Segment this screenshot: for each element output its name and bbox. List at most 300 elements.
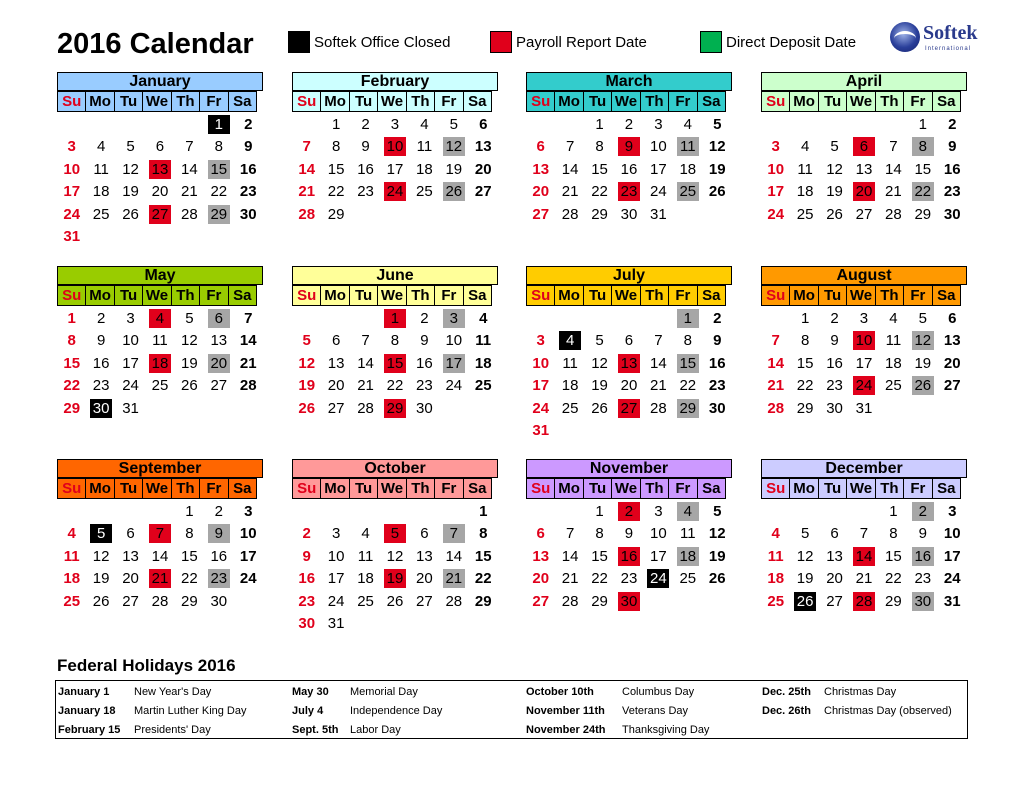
calendar-day: 23 bbox=[298, 592, 316, 610]
calendar-day: 8 bbox=[390, 332, 400, 350]
calendar-day: 4 bbox=[673, 501, 702, 523]
calendar-day: 31 bbox=[650, 205, 667, 223]
legend-payroll bbox=[490, 31, 647, 53]
calendar-day: 29 bbox=[204, 204, 233, 226]
legend-office-closed bbox=[288, 31, 450, 53]
weekday-header: Sa bbox=[697, 478, 726, 499]
calendar-day: 15 bbox=[796, 354, 814, 372]
calendar-day: 6 bbox=[126, 525, 135, 543]
calendar-day: 9 bbox=[614, 136, 643, 158]
calendar-day: 16 bbox=[357, 160, 374, 178]
weekday-header: Sa bbox=[932, 285, 961, 306]
calendar-day: 26 bbox=[708, 570, 726, 588]
calendar-day: 8 bbox=[908, 136, 937, 158]
calendar-day: 20 bbox=[122, 570, 139, 588]
calendar-day: 28 bbox=[767, 399, 785, 417]
holidays-column bbox=[292, 683, 442, 740]
calendar-day: 4 bbox=[555, 330, 584, 352]
calendar-day: 23 bbox=[416, 377, 433, 395]
calendar-day: 18 bbox=[416, 160, 433, 178]
calendar-day: 6 bbox=[849, 136, 878, 158]
calendar-day: 19 bbox=[122, 183, 139, 201]
calendar-day: 14 bbox=[561, 160, 579, 178]
calendar-day: 27 bbox=[210, 377, 228, 395]
calendar-day: 30 bbox=[908, 591, 937, 613]
calendar-day: 9 bbox=[244, 138, 253, 156]
calendar-day: 20 bbox=[151, 183, 169, 201]
calendar-day: 26 bbox=[386, 592, 404, 610]
calendar-day: 11 bbox=[767, 547, 784, 565]
month-name: May bbox=[57, 266, 263, 285]
calendar-day: 18 bbox=[63, 570, 81, 588]
calendar-day: 7 bbox=[361, 332, 370, 350]
calendar-day: 12 bbox=[298, 354, 316, 372]
calendar-day: 29 bbox=[327, 205, 345, 223]
calendar-day: 6 bbox=[204, 308, 233, 330]
weekday-header: Fr bbox=[668, 478, 697, 499]
month-name: June bbox=[292, 266, 498, 285]
calendar-day: 6 bbox=[948, 310, 957, 327]
calendar-day: 18 bbox=[145, 353, 174, 375]
holiday-name: Christmas Day bbox=[824, 686, 897, 698]
weekday-header: Mo bbox=[554, 91, 583, 112]
calendar-day: 17 bbox=[855, 354, 873, 372]
calendar-day: 14 bbox=[357, 354, 374, 372]
calendar-day: 19 bbox=[708, 160, 726, 178]
logo-name: Softek bbox=[923, 22, 978, 44]
calendar-day: 16 bbox=[298, 570, 316, 588]
calendar-day: 15 bbox=[380, 353, 409, 375]
holidays-column bbox=[58, 683, 247, 740]
calendar-day: 19 bbox=[708, 547, 726, 565]
calendar-day: 30 bbox=[826, 399, 843, 417]
calendar-day: 20 bbox=[327, 377, 345, 395]
calendar-day: 15 bbox=[327, 160, 345, 178]
calendar-day: 9 bbox=[713, 332, 722, 350]
calendar-day: 3 bbox=[536, 332, 545, 350]
calendar-day: 9 bbox=[204, 523, 233, 545]
calendar-day: 5 bbox=[595, 332, 604, 350]
calendar-day: 30 bbox=[943, 205, 961, 223]
month-february bbox=[292, 72, 498, 226]
calendar-day: 22 bbox=[474, 570, 492, 588]
calendar-day: 10 bbox=[532, 354, 550, 372]
calendar-day: 5 bbox=[800, 525, 810, 543]
calendar-day: 8 bbox=[595, 138, 604, 156]
calendar-day: 13 bbox=[416, 547, 433, 565]
calendar-day: 20 bbox=[620, 377, 638, 395]
calendar-day: 14 bbox=[445, 547, 463, 565]
calendar-day: 12 bbox=[92, 547, 110, 565]
calendar-day: 3 bbox=[859, 310, 869, 327]
holiday-date: November 11th bbox=[526, 705, 605, 717]
calendar-day: 8 bbox=[214, 138, 223, 156]
calendar-day: 7 bbox=[654, 332, 663, 350]
calendar-day: 28 bbox=[181, 205, 198, 223]
month-name: December bbox=[761, 459, 967, 478]
calendar-day: 24 bbox=[644, 568, 673, 590]
calendar-day: 28 bbox=[445, 592, 463, 610]
calendar-day: 20 bbox=[416, 570, 433, 588]
calendar-day: 25 bbox=[679, 570, 697, 588]
weekday-header: Fr bbox=[199, 478, 228, 499]
calendar-day: 19 bbox=[826, 183, 843, 201]
weekday-header: Sa bbox=[463, 285, 492, 306]
calendar-day: 28 bbox=[885, 205, 902, 223]
legend-swatch-deposit bbox=[700, 31, 722, 53]
calendar-day: 1 bbox=[479, 503, 488, 520]
weekday-header: Su bbox=[292, 285, 321, 306]
weekday-header: Th bbox=[406, 478, 435, 499]
holiday-name: Labor Day bbox=[350, 724, 401, 736]
calendar-day: 27 bbox=[855, 205, 873, 223]
holiday-row bbox=[292, 721, 442, 740]
calendar-day: 18 bbox=[796, 183, 814, 201]
calendar-day: 12 bbox=[908, 330, 937, 352]
calendar-day: 17 bbox=[239, 547, 257, 565]
calendar-day: 10 bbox=[767, 160, 785, 178]
calendar-day: 29 bbox=[474, 592, 492, 610]
calendar-day: 27 bbox=[614, 398, 643, 420]
calendar-day: 22 bbox=[591, 570, 608, 588]
calendar-day: 4 bbox=[889, 310, 898, 327]
calendar-day: 4 bbox=[800, 138, 810, 156]
calendar-day: 16 bbox=[708, 354, 726, 372]
calendar-day: 25 bbox=[92, 205, 110, 223]
calendar-day: 28 bbox=[298, 205, 316, 223]
calendar-day: 21 bbox=[239, 354, 257, 372]
calendar-day: 1 bbox=[673, 308, 702, 330]
calendar-day: 6 bbox=[479, 116, 488, 133]
calendar-day: 24 bbox=[767, 205, 785, 223]
calendar-day: 1 bbox=[595, 116, 604, 133]
calendar-day: 20 bbox=[532, 183, 550, 201]
calendar-day: 31 bbox=[532, 421, 550, 439]
calendar-day: 19 bbox=[591, 377, 608, 395]
legend-swatch-closed bbox=[288, 31, 310, 53]
calendar-day: 4 bbox=[67, 525, 76, 543]
month-name: January bbox=[57, 72, 263, 91]
weekday-header: Sa bbox=[228, 478, 257, 499]
calendar-day: 3 bbox=[948, 503, 957, 520]
month-may bbox=[57, 266, 263, 420]
calendar-day: 10 bbox=[445, 332, 463, 350]
calendar-day: 17 bbox=[122, 354, 139, 372]
calendar-day: 21 bbox=[439, 568, 468, 590]
holiday-row bbox=[58, 721, 247, 740]
calendar-day: 24 bbox=[849, 375, 878, 397]
calendar-day: 24 bbox=[327, 592, 345, 610]
calendar-day: 12 bbox=[181, 332, 198, 350]
holiday-name: Independence Day bbox=[350, 705, 443, 717]
calendar-day: 12 bbox=[591, 354, 608, 372]
calendar-day: 17 bbox=[386, 160, 404, 178]
calendar-day: 6 bbox=[536, 525, 545, 543]
calendar-day: 9 bbox=[830, 332, 839, 350]
holiday-date: July 4 bbox=[292, 705, 324, 717]
holiday-row bbox=[762, 702, 952, 721]
month-name: April bbox=[761, 72, 967, 91]
calendar-day: 20 bbox=[532, 570, 550, 588]
calendar-day: 28 bbox=[561, 592, 579, 610]
weekday-header: Fr bbox=[434, 91, 463, 112]
weekday-header: Tu bbox=[583, 91, 612, 112]
calendar-day: 21 bbox=[561, 570, 579, 588]
calendar-day: 29 bbox=[885, 592, 902, 610]
calendar-day: 20 bbox=[826, 570, 843, 588]
weekday-header: Mo bbox=[554, 285, 583, 306]
calendar-day: 8 bbox=[67, 332, 76, 350]
calendar-day: 18 bbox=[561, 377, 579, 395]
calendar-day: 10 bbox=[380, 136, 409, 158]
calendar-day: 15 bbox=[673, 353, 702, 375]
calendar-day: 7 bbox=[565, 138, 575, 156]
calendar-day: 15 bbox=[63, 354, 81, 372]
calendar-day: 4 bbox=[145, 308, 174, 330]
calendar-day: 11 bbox=[93, 160, 109, 178]
calendar-day: 1 bbox=[204, 114, 233, 136]
weekday-header: Sa bbox=[228, 91, 257, 112]
calendar-day: 16 bbox=[239, 160, 257, 178]
weekday-header: Su bbox=[57, 285, 86, 306]
calendar-day: 17 bbox=[327, 570, 345, 588]
calendar-day: 26 bbox=[122, 205, 139, 223]
calendar-day: 9 bbox=[302, 547, 311, 565]
calendar-day: 10 bbox=[122, 332, 139, 350]
holiday-date: November 24th bbox=[526, 724, 606, 736]
calendar-day: 13 bbox=[327, 354, 345, 372]
calendar-day: 2 bbox=[624, 116, 634, 133]
calendar-day: 28 bbox=[357, 399, 374, 417]
legend-label: Payroll Report Date bbox=[516, 33, 647, 51]
weekday-header: Th bbox=[406, 91, 435, 112]
calendar-day: 5 bbox=[449, 116, 458, 133]
holiday-row bbox=[292, 683, 442, 702]
weekday-header: Tu bbox=[818, 285, 847, 306]
calendar-day: 7 bbox=[565, 525, 575, 543]
weekday-header: We bbox=[846, 478, 875, 499]
weekday-header: Mo bbox=[789, 478, 818, 499]
weekday-header: Th bbox=[875, 285, 904, 306]
weekday-header: We bbox=[611, 91, 640, 112]
calendar-day: 23 bbox=[708, 377, 726, 395]
calendar-day: 4 bbox=[96, 138, 106, 156]
calendar-day: 4 bbox=[771, 525, 780, 543]
calendar-day: 19 bbox=[796, 570, 814, 588]
month-september bbox=[57, 459, 263, 613]
calendar-day: 14 bbox=[849, 546, 878, 568]
calendar-day: 15 bbox=[204, 159, 233, 181]
calendar-day: 21 bbox=[885, 183, 902, 201]
calendar-day: 30 bbox=[86, 398, 115, 420]
month-name: September bbox=[57, 459, 263, 478]
calendar-day: 22 bbox=[327, 183, 345, 201]
calendar-day: 22 bbox=[210, 183, 228, 201]
calendar-day: 26 bbox=[790, 591, 819, 613]
weekday-header: Tu bbox=[349, 91, 378, 112]
calendar-day: 26 bbox=[92, 592, 110, 610]
calendar-day: 12 bbox=[386, 547, 404, 565]
calendar-day: 22 bbox=[591, 183, 608, 201]
calendar-day: 5 bbox=[126, 138, 135, 156]
calendar-day: 26 bbox=[591, 399, 608, 417]
weekday-header: Su bbox=[761, 91, 790, 112]
weekday-header: Fr bbox=[668, 91, 697, 112]
calendar-day: 3 bbox=[771, 138, 780, 156]
softek-logo bbox=[890, 22, 980, 56]
calendar-day: 24 bbox=[532, 399, 550, 417]
calendar-day: 16 bbox=[943, 160, 961, 178]
month-december bbox=[761, 459, 967, 613]
calendar-day: 3 bbox=[126, 310, 135, 327]
weekday-header: We bbox=[377, 91, 406, 112]
weekday-header: Mo bbox=[320, 285, 349, 306]
calendar-day: 8 bbox=[800, 332, 810, 350]
weekday-header: We bbox=[611, 478, 640, 499]
weekday-header: Mo bbox=[789, 91, 818, 112]
legend-label: Softek Office Closed bbox=[314, 33, 451, 51]
calendar-day: 13 bbox=[532, 547, 550, 565]
holiday-date: Dec. 25th bbox=[762, 686, 811, 698]
weekday-header: Mo bbox=[320, 91, 349, 112]
calendar-day: 21 bbox=[561, 183, 579, 201]
calendar-day: 1 bbox=[595, 503, 604, 520]
calendar-day: 31 bbox=[855, 399, 873, 417]
calendar-day: 3 bbox=[654, 116, 663, 133]
calendar-day: 1 bbox=[889, 503, 898, 520]
calendar-day: 3 bbox=[67, 138, 76, 156]
calendar-day: 20 bbox=[204, 353, 233, 375]
calendar-day: 30 bbox=[614, 591, 643, 613]
calendar-day: 11 bbox=[475, 332, 492, 350]
weekday-header: Tu bbox=[349, 285, 378, 306]
calendar-day: 10 bbox=[650, 525, 667, 543]
weekday-header: Sa bbox=[932, 478, 961, 499]
calendar-day: 20 bbox=[943, 354, 961, 372]
weekday-header: We bbox=[846, 285, 875, 306]
calendar-day: 5 bbox=[713, 116, 722, 133]
calendar-day: 6 bbox=[536, 138, 545, 156]
calendar-day: 25 bbox=[357, 592, 374, 610]
calendar-day: 5 bbox=[380, 523, 409, 545]
calendar-day: 11 bbox=[357, 547, 374, 565]
calendar-day: 21 bbox=[298, 183, 316, 201]
calendar-day: 29 bbox=[914, 205, 932, 223]
calendar-day: 17 bbox=[767, 183, 785, 201]
weekday-header: Fr bbox=[668, 285, 697, 306]
calendar-day: 25 bbox=[151, 377, 169, 395]
weekday-header: Mo bbox=[320, 478, 349, 499]
weekday-header: Th bbox=[875, 91, 904, 112]
calendar-day: 11 bbox=[885, 332, 902, 350]
calendar-day: 26 bbox=[708, 183, 726, 201]
weekday-header: Fr bbox=[434, 478, 463, 499]
calendar-day: 18 bbox=[92, 183, 110, 201]
calendar-day: 26 bbox=[826, 205, 843, 223]
calendar-day: 3 bbox=[439, 308, 468, 330]
calendar-day: 10 bbox=[849, 330, 878, 352]
calendar-day: 30 bbox=[620, 205, 638, 223]
calendar-day: 19 bbox=[298, 377, 316, 395]
calendar-day: 23 bbox=[204, 568, 233, 590]
weekday-header: We bbox=[142, 478, 171, 499]
month-august bbox=[761, 266, 967, 420]
weekday-header: Su bbox=[761, 285, 790, 306]
calendar-day: 16 bbox=[210, 547, 228, 565]
holiday-name: Christmas Day (observed) bbox=[824, 705, 952, 717]
calendar-day: 15 bbox=[474, 547, 492, 565]
calendar-day: 7 bbox=[889, 138, 898, 156]
weekday-header: Sa bbox=[228, 285, 257, 306]
calendar-day: 24 bbox=[239, 570, 257, 588]
calendar-day: 17 bbox=[650, 547, 667, 565]
calendar-day: 6 bbox=[420, 525, 429, 543]
calendar-day: 18 bbox=[673, 546, 702, 568]
calendar-day: 9 bbox=[96, 332, 106, 350]
calendar-day: 30 bbox=[298, 614, 316, 632]
calendar-day: 10 bbox=[327, 547, 345, 565]
weekday-header: Fr bbox=[903, 91, 932, 112]
weekday-header: Th bbox=[640, 91, 669, 112]
month-name: October bbox=[292, 459, 498, 478]
calendar-day: 17 bbox=[63, 183, 81, 201]
holiday-row bbox=[58, 702, 247, 721]
calendar-day: 14 bbox=[298, 160, 316, 178]
month-april bbox=[761, 72, 967, 226]
calendar-day: 3 bbox=[390, 116, 400, 133]
calendar-day: 8 bbox=[331, 138, 341, 156]
calendar-day: 14 bbox=[650, 354, 667, 372]
weekday-header: Mo bbox=[85, 285, 114, 306]
calendar-day: 29 bbox=[796, 399, 814, 417]
month-june bbox=[292, 266, 498, 420]
calendar-day: 7 bbox=[145, 523, 174, 545]
calendar-day: 23 bbox=[914, 570, 932, 588]
calendar-day: 16 bbox=[826, 354, 843, 372]
legend-swatch-payroll bbox=[490, 31, 512, 53]
holiday-name: New Year's Day bbox=[134, 686, 212, 698]
holidays-title: Federal Holidays 2016 bbox=[57, 656, 236, 675]
calendar-day: 10 bbox=[239, 525, 257, 543]
calendar-day: 29 bbox=[181, 592, 198, 610]
weekday-header: Fr bbox=[903, 478, 932, 499]
calendar-day: 5 bbox=[713, 503, 722, 520]
weekday-header: Th bbox=[640, 285, 669, 306]
calendar-day: 28 bbox=[151, 592, 169, 610]
holiday-date: January 18 bbox=[58, 705, 116, 717]
calendar-day: 2 bbox=[420, 310, 429, 327]
calendar-day: 6 bbox=[830, 525, 839, 543]
calendar-day: 27 bbox=[943, 377, 961, 395]
weekday-header: Fr bbox=[434, 285, 463, 306]
logo-subtitle: International bbox=[925, 46, 972, 52]
holidays-table bbox=[55, 680, 968, 739]
calendar-day: 6 bbox=[155, 138, 165, 156]
calendar-day: 15 bbox=[591, 547, 608, 565]
calendar-day: 21 bbox=[357, 377, 374, 395]
calendar-day: 9 bbox=[948, 138, 957, 156]
weekday-header: Su bbox=[526, 91, 555, 112]
weekday-header: Tu bbox=[583, 478, 612, 499]
holiday-date: February 15 bbox=[58, 724, 121, 736]
calendar-day: 7 bbox=[771, 332, 780, 350]
month-name: August bbox=[761, 266, 967, 285]
calendar-day: 24 bbox=[445, 377, 463, 395]
calendar-day: 10 bbox=[63, 160, 81, 178]
calendar-day: 22 bbox=[908, 181, 937, 203]
calendar-day: 8 bbox=[479, 525, 488, 543]
calendar-day: 12 bbox=[708, 525, 726, 543]
